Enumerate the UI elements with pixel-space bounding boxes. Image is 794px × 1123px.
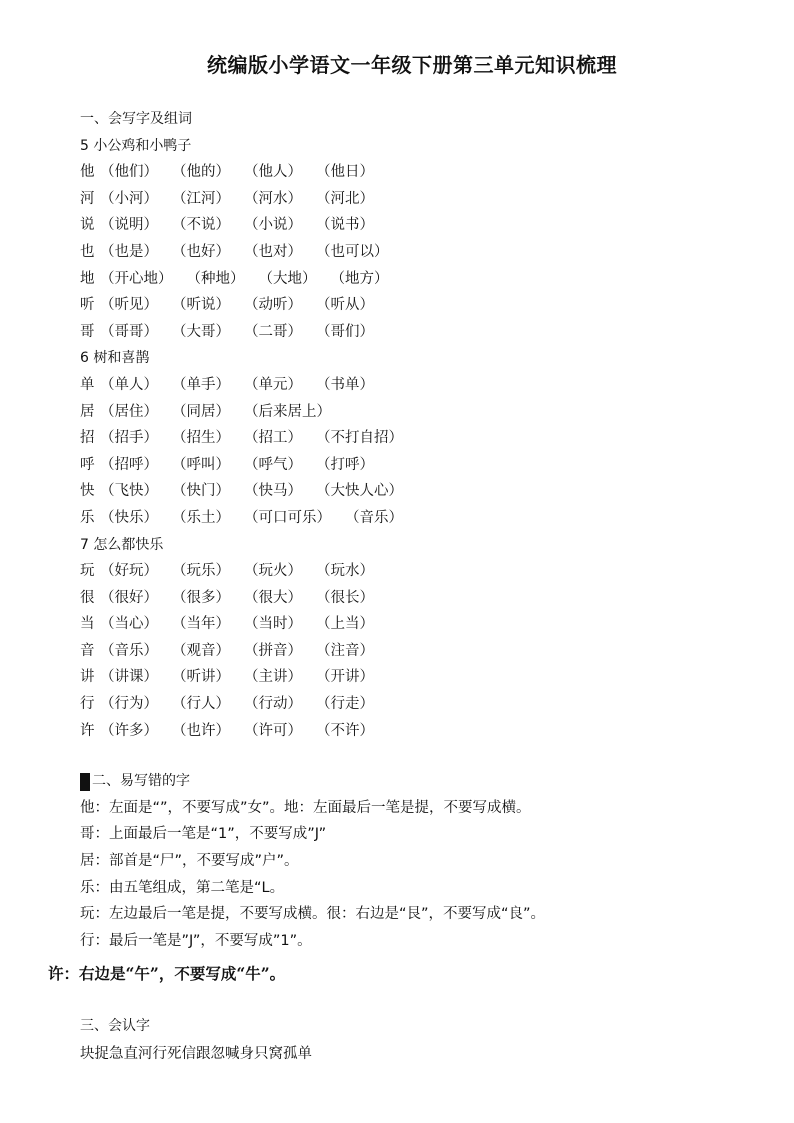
word-row [80, 266, 770, 293]
word-item: （音乐） [100, 642, 158, 659]
word-list [100, 718, 388, 745]
word-item: （玩水） [316, 563, 374, 580]
word-item: （行为） [100, 696, 158, 713]
mistake-line: 居：部首是“尸”，不要写成”户”。 [80, 853, 299, 870]
word-list [100, 691, 388, 718]
char: 居 [80, 403, 95, 420]
word-row [80, 585, 770, 612]
word-item: （他们） [100, 164, 158, 181]
char: 很 [80, 589, 95, 606]
section3-heading: 三、会认字 [80, 1018, 150, 1034]
main-content [80, 106, 770, 954]
word-item: （同居） [172, 403, 230, 420]
word-row [80, 159, 770, 186]
word-item: （动听） [244, 297, 302, 314]
word-item: （他日） [316, 164, 374, 181]
word-item: （许可） [244, 722, 302, 739]
word-item: （开讲） [316, 669, 374, 686]
word-list [100, 638, 388, 665]
word-item: （二哥） [244, 323, 302, 340]
word-item: （招工） [244, 430, 302, 447]
word-item: （也是） [100, 243, 158, 260]
word-row [80, 292, 770, 319]
char: 行 [80, 696, 95, 713]
word-item: （后来居上） [244, 403, 331, 420]
char: 音 [80, 642, 95, 659]
word-list [100, 452, 388, 479]
word-item: （打呼） [316, 456, 374, 473]
mistake-line: 行：最后一笔是”J”，不要写成”1”。 [80, 932, 312, 949]
word-item: （江河） [172, 190, 230, 207]
word-item: （当时） [244, 616, 302, 633]
char: 哥 [80, 323, 95, 340]
word-item: （音乐） [345, 509, 403, 526]
char: 呼 [80, 456, 95, 473]
word-item: （他人） [244, 164, 302, 181]
lesson-title: 6 树和喜鹊 [80, 350, 150, 367]
section2-heading: 二、易写错的字 [92, 773, 190, 790]
section3 [80, 1012, 312, 1068]
word-item: （主讲） [244, 669, 302, 686]
word-item: （当心） [100, 616, 158, 633]
word-row [80, 372, 770, 399]
lesson-title: 7 怎么都快乐 [80, 536, 164, 553]
word-row [80, 452, 770, 479]
word-item: （说书） [316, 217, 374, 234]
word-item: （也对） [244, 243, 302, 260]
word-item: （可口可乐） [244, 509, 331, 526]
word-row [80, 212, 770, 239]
word-item: （种地） [186, 270, 245, 287]
word-list [100, 159, 388, 186]
word-item: （地方） [330, 270, 389, 287]
word-item: （小说） [244, 217, 302, 234]
word-item: （拼音） [244, 642, 302, 659]
word-item: （大哥） [172, 323, 230, 340]
word-item: （很大） [244, 589, 302, 606]
char: 当 [80, 616, 95, 633]
word-item: （听讲） [172, 669, 230, 686]
word-item: （小河） [100, 190, 158, 207]
word-list [100, 319, 388, 346]
word-item: （呼叫） [172, 456, 230, 473]
word-item: （哥哥） [100, 323, 158, 340]
char: 许 [80, 722, 95, 739]
word-list [100, 425, 417, 452]
word-item: （听见） [100, 297, 158, 314]
word-item: （也可以） [316, 243, 389, 260]
word-row [80, 399, 770, 426]
word-list [100, 186, 388, 213]
word-item: （上当） [316, 616, 374, 633]
char: 玩 [80, 563, 95, 580]
char: 说 [80, 217, 95, 234]
word-row [80, 425, 770, 452]
char: 乐 [80, 509, 95, 526]
word-item: （居住） [100, 403, 158, 420]
word-item: （乐土） [172, 509, 230, 526]
word-item: （大快人心） [316, 483, 403, 500]
word-item: （单人） [100, 376, 158, 393]
lessons-container [80, 133, 770, 745]
word-item: （也好） [172, 243, 230, 260]
word-list [100, 585, 388, 612]
word-row [80, 239, 770, 266]
word-item: （单元） [244, 376, 302, 393]
word-list [100, 664, 388, 691]
word-item: （不许） [316, 722, 374, 739]
page-title: 统编版小学语文一年级下册第三单元知识梳理 [207, 53, 617, 77]
word-list [100, 266, 403, 293]
word-item: （飞快） [100, 483, 158, 500]
word-item: （注音） [316, 642, 374, 659]
word-row [80, 664, 770, 691]
word-item: （大地） [258, 270, 317, 287]
word-item: （他的） [172, 164, 230, 181]
word-item: （观音） [172, 642, 230, 659]
word-list [100, 558, 388, 585]
word-list [100, 611, 388, 638]
char: 招 [80, 430, 95, 447]
section1-heading: 一、会写字及组词 [80, 111, 192, 127]
word-list [100, 505, 417, 532]
word-item: （听从） [316, 297, 374, 314]
word-row [80, 478, 770, 505]
word-item: （当年） [172, 616, 230, 633]
word-row [80, 611, 770, 638]
word-list [100, 239, 403, 266]
char: 地 [80, 270, 95, 287]
char: 听 [80, 297, 95, 314]
mistake-line-bold: 许：右边是“午”，不要写成“牛”。 [48, 964, 286, 983]
word-item: （招生） [172, 430, 230, 447]
word-row [80, 186, 770, 213]
word-item: （讲课） [100, 669, 158, 686]
word-item: （行动） [244, 696, 302, 713]
word-item: （书单） [316, 376, 374, 393]
section2-heading-row [80, 768, 770, 795]
word-item: （也许） [172, 722, 230, 739]
word-item: （听说） [172, 297, 230, 314]
word-item: （招呼） [100, 456, 158, 473]
word-item: （不打自招） [316, 430, 403, 447]
word-item: （不说） [172, 217, 230, 234]
word-row [80, 505, 770, 532]
bullet-block-icon [80, 773, 90, 791]
char: 讲 [80, 669, 95, 686]
char: 河 [80, 190, 95, 207]
word-item: （招手） [100, 430, 158, 447]
mistake-line: 他：左面是“”，不要写成”女”。地：左面最后一笔是提，不要写成横。 [80, 799, 531, 816]
word-item: （玩乐） [172, 563, 230, 580]
word-row [80, 558, 770, 585]
word-item: （快乐） [100, 509, 158, 526]
word-list [100, 372, 388, 399]
word-list [100, 212, 388, 239]
word-item: （开心地） [100, 270, 173, 287]
word-item: （很好） [100, 589, 158, 606]
word-item: （快门） [172, 483, 230, 500]
word-list [100, 292, 388, 319]
char: 他 [80, 164, 95, 181]
mistake-line: 乐：由五笔组成，第二笔是“L。 [80, 879, 285, 896]
mistake-line: 哥：上面最后一笔是“1”，不要写成”J” [80, 826, 327, 843]
word-item: （呼气） [244, 456, 302, 473]
word-item: （行人） [172, 696, 230, 713]
word-item: （很多） [172, 589, 230, 606]
word-item: （许多） [100, 722, 158, 739]
word-list [100, 478, 417, 505]
mistake-line: 玩：左边最后一笔是提，不要写成横。很：右边是“艮”，不要写成“良”。 [80, 906, 546, 923]
word-row [80, 319, 770, 346]
word-item: （哥们） [316, 323, 374, 340]
word-item: （玩火） [244, 563, 302, 580]
word-item: （好玩） [100, 563, 158, 580]
word-item: （说明） [100, 217, 158, 234]
lesson-title: 5 小公鸡和小鸭子 [80, 137, 192, 154]
word-item: （河水） [244, 190, 302, 207]
word-item: （行走） [316, 696, 374, 713]
word-item: （很长） [316, 589, 374, 606]
recognize-chars: 块捉急直河行死信跟忽喊身只窝孤单 [80, 1046, 312, 1062]
word-row [80, 691, 770, 718]
word-item: （快马） [244, 483, 302, 500]
word-item: （河北） [316, 190, 374, 207]
word-row [80, 718, 770, 745]
char: 单 [80, 376, 95, 393]
word-list [100, 399, 345, 426]
char: 也 [80, 243, 95, 260]
word-item: （单手） [172, 376, 230, 393]
char: 快 [80, 483, 95, 500]
word-row [80, 638, 770, 665]
